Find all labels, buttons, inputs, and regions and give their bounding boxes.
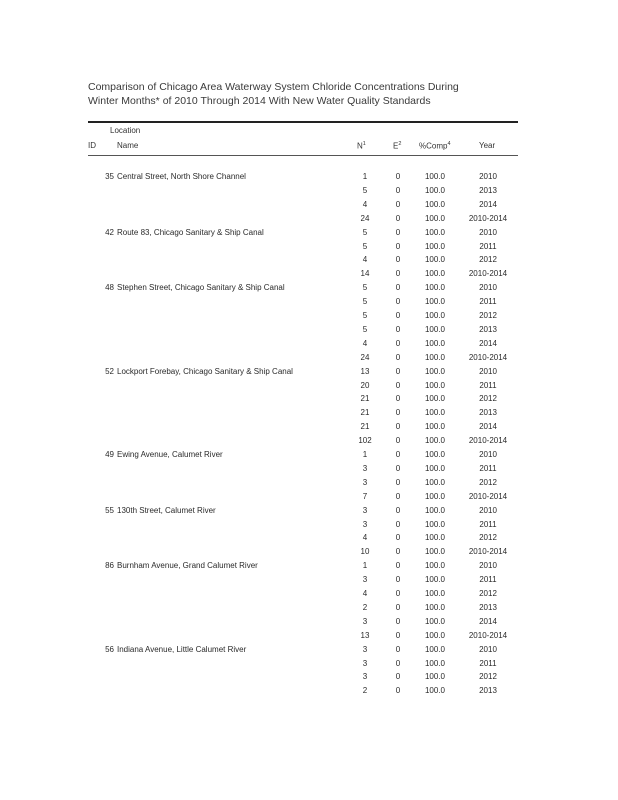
table-row — [0, 281, 618, 295]
row-percent-compliance: 100.0 — [424, 324, 446, 334]
row-e: 0 — [395, 324, 401, 334]
table-row — [0, 448, 618, 462]
header-id: ID — [88, 141, 96, 150]
row-e: 0 — [395, 561, 401, 571]
row-e: 0 — [395, 602, 401, 612]
row-year: 2011 — [479, 519, 497, 529]
row-e: 0 — [395, 283, 401, 293]
row-e: 0 — [395, 172, 401, 181]
row-id: 48 — [105, 283, 114, 293]
row-year: 2013 — [479, 324, 497, 334]
header-n-footnote: 1 — [362, 141, 366, 147]
row-n: 2 — [362, 686, 368, 696]
title-line-1: Comparison of Chicago Area Waterway System Chloride Concentrations During — [88, 81, 459, 93]
row-e: 0 — [395, 477, 401, 487]
row-e: 0 — [395, 213, 401, 223]
table-row — [0, 559, 618, 573]
row-e: 0 — [395, 352, 401, 362]
row-n: 3 — [362, 672, 368, 682]
row-e: 0 — [395, 630, 401, 640]
row-percent-compliance: 100.0 — [424, 436, 446, 446]
row-year: 2010 — [479, 283, 497, 293]
row-e: 0 — [395, 269, 401, 279]
row-year: 2011 — [479, 463, 497, 473]
table-row — [0, 504, 618, 518]
row-e: 0 — [395, 255, 401, 265]
row-year: 2010 — [479, 561, 497, 571]
row-n: 102 — [358, 436, 372, 446]
row-percent-compliance: 100.0 — [424, 450, 446, 459]
row-year: 2013 — [479, 602, 497, 612]
row-year: 2012 — [479, 672, 497, 682]
row-e: 0 — [395, 575, 401, 585]
row-percent-compliance: 100.0 — [424, 283, 446, 293]
row-location-name: Lockport Forebay, Chicago Sanitary & Ship Canal — [117, 366, 293, 376]
row-percent-compliance: 100.0 — [424, 352, 446, 362]
row-percent-compliance: 100.0 — [424, 575, 446, 585]
row-year: 2012 — [479, 477, 497, 487]
row-location-name: Ewing Avenue, Calumet River — [117, 450, 223, 459]
table-row — [0, 295, 618, 309]
row-year: 2010 — [479, 450, 497, 459]
row-n: 2 — [362, 602, 368, 612]
row-e: 0 — [395, 491, 401, 501]
row-year: 2010-2014 — [468, 491, 508, 501]
row-percent-compliance: 100.0 — [424, 394, 446, 404]
row-year: 2014 — [479, 422, 497, 432]
row-e: 0 — [395, 436, 401, 446]
table-row — [0, 490, 618, 504]
row-location-name: Central Street, North Shore Channel — [117, 172, 246, 181]
row-location-name: Route 83, Chicago Sanitary & Ship Canal — [117, 227, 264, 237]
header-name: Name — [117, 141, 139, 150]
row-year: 2010-2014 — [468, 213, 508, 223]
row-e: 0 — [395, 199, 401, 209]
row-year: 2013 — [479, 185, 497, 195]
table-row — [0, 587, 618, 601]
row-location-name: 130th Street, Calumet River — [117, 505, 216, 515]
row-n: 5 — [362, 227, 368, 237]
row-percent-compliance: 100.0 — [424, 213, 446, 223]
row-percent-compliance: 100.0 — [424, 241, 446, 251]
row-n: 3 — [362, 644, 368, 654]
row-n: 24 — [360, 352, 370, 362]
row-year: 2011 — [479, 380, 497, 390]
row-year: 2011 — [479, 241, 497, 251]
row-percent-compliance: 100.0 — [424, 491, 446, 501]
table-row — [0, 670, 618, 684]
row-n: 1 — [362, 172, 368, 181]
row-n: 3 — [362, 519, 368, 529]
row-e: 0 — [395, 589, 401, 598]
row-year: 2010 — [479, 644, 497, 654]
table-row — [0, 643, 618, 657]
table-row — [0, 226, 618, 240]
row-e: 0 — [395, 463, 401, 473]
row-n: 5 — [362, 241, 368, 251]
row-n: 5 — [362, 324, 368, 334]
row-e: 0 — [395, 408, 401, 418]
row-e: 0 — [395, 533, 401, 543]
row-id: 49 — [105, 450, 114, 459]
row-n: 5 — [362, 311, 368, 320]
header-e — [393, 141, 401, 151]
row-year: 2014 — [479, 616, 497, 626]
header-pct-footnote: 4 — [447, 141, 451, 147]
row-percent-compliance: 100.0 — [424, 422, 446, 432]
row-n: 21 — [360, 394, 370, 404]
table-row — [0, 267, 618, 281]
row-year: 2010 — [479, 366, 497, 376]
row-n: 13 — [360, 630, 370, 640]
row-n: 3 — [362, 658, 368, 668]
row-e: 0 — [395, 672, 401, 682]
row-e: 0 — [395, 616, 401, 626]
row-percent-compliance: 100.0 — [424, 561, 446, 571]
row-e: 0 — [395, 311, 401, 320]
row-n: 4 — [362, 589, 368, 598]
row-percent-compliance: 100.0 — [424, 172, 446, 181]
row-e: 0 — [395, 185, 401, 195]
header-pct — [419, 141, 451, 151]
row-n: 5 — [362, 297, 368, 307]
row-n: 1 — [362, 450, 368, 459]
row-n: 5 — [362, 185, 368, 195]
row-location-name: Stephen Street, Chicago Sanitary & Ship Canal — [117, 283, 285, 293]
row-n: 4 — [362, 533, 368, 543]
row-e: 0 — [395, 644, 401, 654]
table-row — [0, 476, 618, 490]
table-row — [0, 351, 618, 365]
row-percent-compliance: 100.0 — [424, 408, 446, 418]
header-bottom-rule — [88, 155, 518, 156]
row-year: 2010-2014 — [468, 547, 508, 557]
row-year: 2010 — [479, 227, 497, 237]
row-year: 2011 — [479, 658, 497, 668]
row-year: 2014 — [479, 338, 497, 348]
table-row — [0, 420, 618, 434]
row-percent-compliance: 100.0 — [424, 602, 446, 612]
table-title — [88, 80, 459, 108]
table-row — [0, 170, 618, 184]
row-n: 21 — [360, 408, 370, 418]
row-year: 2010 — [479, 172, 497, 181]
row-n: 24 — [360, 213, 370, 223]
table-row — [0, 434, 618, 448]
row-e: 0 — [395, 547, 401, 557]
row-n: 7 — [362, 491, 368, 501]
table-row — [0, 629, 618, 643]
row-e: 0 — [395, 450, 401, 459]
table-row — [0, 379, 618, 393]
row-e: 0 — [395, 422, 401, 432]
row-percent-compliance: 100.0 — [424, 269, 446, 279]
row-e: 0 — [395, 366, 401, 376]
row-year: 2011 — [479, 297, 497, 307]
row-e: 0 — [395, 505, 401, 515]
table-row — [0, 545, 618, 559]
row-percent-compliance: 100.0 — [424, 185, 446, 195]
row-n: 3 — [362, 575, 368, 585]
row-year: 2010-2014 — [468, 269, 508, 279]
row-e: 0 — [395, 658, 401, 668]
table-row — [0, 462, 618, 476]
table-row — [0, 518, 618, 532]
row-year: 2013 — [479, 686, 497, 696]
table-row — [0, 392, 618, 406]
row-year: 2011 — [479, 575, 497, 585]
header-location: Location — [110, 126, 141, 135]
row-year: 2012 — [479, 533, 497, 543]
table-row — [0, 573, 618, 587]
table-row — [0, 657, 618, 671]
table-row — [0, 212, 618, 226]
row-n: 3 — [362, 505, 368, 515]
table-row — [0, 184, 618, 198]
row-year: 2010-2014 — [468, 630, 508, 640]
row-n: 4 — [362, 338, 368, 348]
row-year: 2012 — [479, 311, 497, 320]
row-n: 13 — [360, 366, 370, 376]
row-e: 0 — [395, 227, 401, 237]
header-pct-label: %Comp — [419, 141, 448, 151]
row-n: 4 — [362, 255, 368, 265]
table-row — [0, 240, 618, 254]
row-year: 2014 — [479, 199, 497, 209]
row-percent-compliance: 100.0 — [424, 589, 446, 598]
row-id: 52 — [105, 366, 114, 376]
row-percent-compliance: 100.0 — [424, 672, 446, 682]
table-row — [0, 198, 618, 212]
header-n-label: N — [357, 141, 363, 151]
row-percent-compliance: 100.0 — [424, 463, 446, 473]
row-n: 3 — [362, 463, 368, 473]
header-e-label: E — [393, 141, 399, 151]
row-percent-compliance: 100.0 — [424, 477, 446, 487]
row-year: 2012 — [479, 394, 497, 404]
row-year: 2010-2014 — [468, 352, 508, 362]
row-percent-compliance: 100.0 — [424, 505, 446, 515]
row-n: 3 — [362, 477, 368, 487]
row-percent-compliance: 100.0 — [424, 311, 446, 320]
row-e: 0 — [395, 394, 401, 404]
row-n: 14 — [360, 269, 370, 279]
row-percent-compliance: 100.0 — [424, 630, 446, 640]
row-percent-compliance: 100.0 — [424, 380, 446, 390]
row-n: 4 — [362, 199, 368, 209]
row-year: 2010-2014 — [468, 436, 508, 446]
row-percent-compliance: 100.0 — [424, 547, 446, 557]
table-row — [0, 684, 618, 698]
row-percent-compliance: 100.0 — [424, 686, 446, 696]
row-id: 86 — [105, 561, 114, 571]
row-location-name: Indiana Avenue, Little Calumet River — [117, 644, 247, 654]
table-row — [0, 337, 618, 351]
row-percent-compliance: 100.0 — [424, 658, 446, 668]
header-e-footnote: 2 — [398, 141, 402, 147]
row-year: 2012 — [479, 589, 497, 598]
row-e: 0 — [395, 519, 401, 529]
row-n: 5 — [362, 283, 368, 293]
row-percent-compliance: 100.0 — [424, 199, 446, 209]
table-row — [0, 253, 618, 267]
row-percent-compliance: 100.0 — [424, 533, 446, 543]
row-id: 55 — [105, 505, 114, 515]
row-year: 2010 — [479, 505, 497, 515]
table-row — [0, 309, 618, 323]
row-n: 21 — [360, 422, 370, 432]
row-year: 2012 — [479, 255, 497, 265]
row-location-name: Burnham Avenue, Grand Calumet River — [117, 561, 258, 571]
row-percent-compliance: 100.0 — [424, 616, 446, 626]
row-percent-compliance: 100.0 — [424, 338, 446, 348]
table-row — [0, 615, 618, 629]
row-e: 0 — [395, 686, 401, 696]
row-e: 0 — [395, 241, 401, 251]
row-e: 0 — [395, 297, 401, 307]
row-n: 10 — [360, 547, 370, 557]
table-row — [0, 601, 618, 615]
row-year: 2013 — [479, 408, 497, 418]
table-row — [0, 365, 618, 379]
row-percent-compliance: 100.0 — [424, 644, 446, 654]
table-row — [0, 323, 618, 337]
row-id: 42 — [105, 227, 114, 237]
row-percent-compliance: 100.0 — [424, 366, 446, 376]
row-percent-compliance: 100.0 — [424, 227, 446, 237]
row-percent-compliance: 100.0 — [424, 255, 446, 265]
row-n: 1 — [362, 561, 368, 571]
row-n: 3 — [362, 616, 368, 626]
row-e: 0 — [395, 380, 401, 390]
row-percent-compliance: 100.0 — [424, 519, 446, 529]
header-year: Year — [479, 141, 496, 150]
row-n: 20 — [360, 380, 370, 390]
row-id: 35 — [105, 172, 114, 181]
title-line-2: Winter Months* of 2010 Through 2014 With New Water Quality Standards — [88, 95, 431, 107]
table-row — [0, 406, 618, 420]
row-id: 56 — [105, 644, 114, 654]
table-row — [0, 531, 618, 545]
row-e: 0 — [395, 338, 401, 348]
row-percent-compliance: 100.0 — [424, 297, 446, 307]
header-n — [357, 141, 366, 151]
header-top-rule — [88, 121, 518, 123]
